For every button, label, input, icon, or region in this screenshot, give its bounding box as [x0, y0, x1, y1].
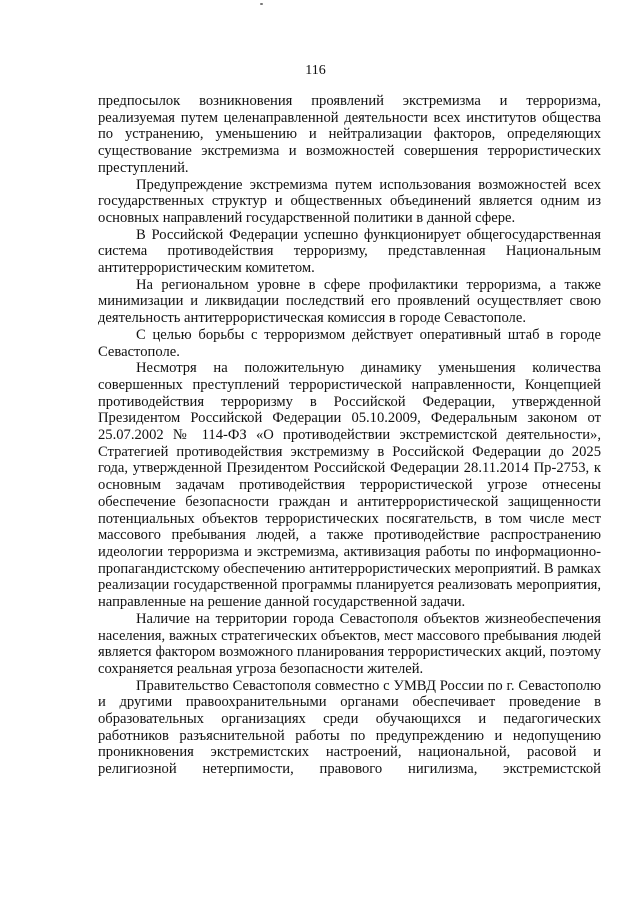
paragraph-continuation: предпосылок возникновения проявлений экстремизма и терроризма, реализуемая путем целенаправленной деятельности всех институтов общества по устранению, уменьшению и нейтрализации факторов, определяющих существование экстремизма и возможностей совершения террористических преступлений. [98, 93, 601, 176]
page-number: 116 [305, 63, 326, 78]
paragraph: С целью борьбы с терроризмом действует оперативный штаб в городе Севастополе. [98, 326, 601, 360]
document-body [98, 93, 601, 778]
paragraph: Наличие на территории города Севастополя объектов жизнеобеспечения населения, важных стратегических объектов, мест массового пребывания людей является фактором возможного планирования террористических акций, поэтому сохраняется реальная угроза безопасности жителей. [98, 610, 601, 677]
paragraph: На региональном уровне в сфере профилактики терроризма, а также минимизации и ликвидации последствий его проявлений осуществляет свою деятельность антитеррористическая комиссия в городе Севастополе. [98, 276, 601, 327]
paragraph: В Российской Федерации успешно функционирует общегосударственная система противодействия терроризму, представленная Национальным антитеррористическим комитетом. [98, 226, 601, 277]
paragraph: Предупреждение экстремизма путем использования возможностей всех государственных структур и общественных объединений является одним из основных направлений государственной политики в данной сфере. [98, 176, 601, 226]
scan-speck [260, 3, 263, 5]
paragraph-continues-next-page: Правительство Севастополя совместно с УМВД России по г. Севастополю и другими правоохранительными органами обеспечивает проведение в образовательных организациях среди обучающихся и педагогических работников разъяснительной работы по предупреждению и недопущению проникновения экстремистских настроений, национальной, расовой и религиозной нетерпимости, правового нигилизма, экстремистской [98, 677, 601, 778]
paragraph: Несмотря на положительную динамику уменьшения количества совершенных преступлений террористической направленности, Концепцией противодействия терроризму в Российской Федерации, утвержденной Президентом Российской Федерации 05.10.2009, Федеральным законом от 25.07.2002 № 114-ФЗ «О противодействии экстремистской деятельности», Стратегией противодействия экстремизму в Российской Федерации до 2025 года, утвержденной Президентом Российской Федерации 28.11.2014 Пр-2753, к основным задачам противодействия террористической угрозе отнесены обеспечение безопасности граждан и антитеррористической защищенности потенциальных объектов террористических посягательств, в том числе мест массового пребывания людей, а также противодействие распространению идеологии терроризма и экстремизма, активизация работы по информационно-пропагандистскому обеспечению антитеррористических мероприятий. В рамках реализации государственной программы планируется реализовать мероприятия, направленные на решение данной государственной задачи. [98, 360, 601, 611]
